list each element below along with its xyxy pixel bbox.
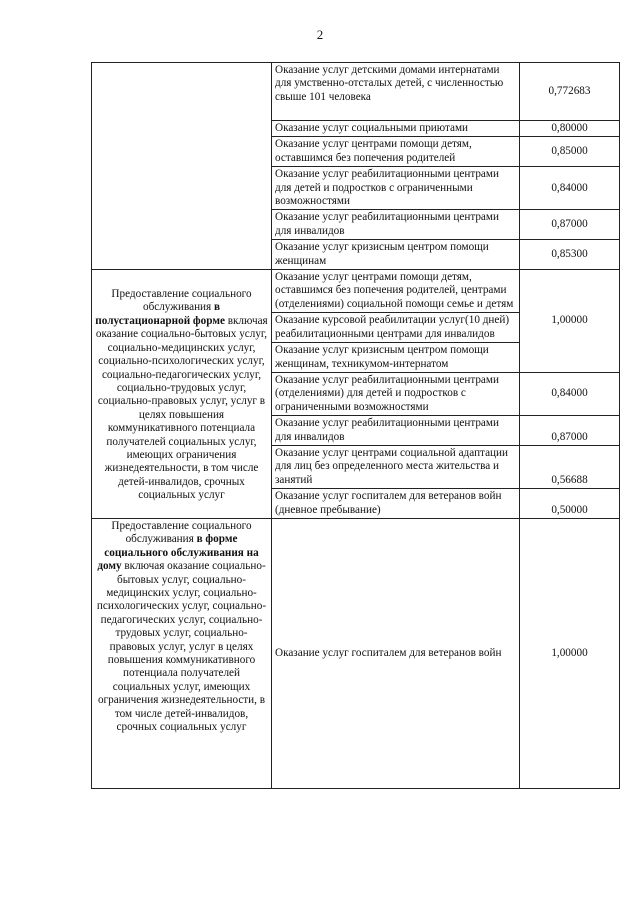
service-cell: Оказание услуг реабилитационными центрами для инвалидов: [272, 416, 520, 446]
service-cell: Оказание услуг социальными приютами: [272, 121, 520, 137]
category-text: включая оказание социально-бытовых услуг, социально-медицинских услуг, социально-психологических услуг, социально-педагогических услуг, социально-трудовых услуг, социально-правовых услуг, услуг в целях повышения коммуникативного потенциала получателей социальных услуг, имеющих ограничения жизнедеятельности, в том числе детей-инвалидов, срочных социальных услуг: [95, 314, 268, 502]
value-cell: 0,84000: [520, 167, 620, 210]
value-cell: 0,56688: [520, 445, 620, 488]
value-cell: 0,772683: [520, 63, 620, 121]
value-cell: 0,85300: [520, 240, 620, 270]
table-row: [92, 270, 620, 313]
service-cell: Оказание услуг реабилитационными центрами (отделениями) для детей и подростков с ограниченными возможностями: [272, 372, 520, 415]
coefficients-table: [91, 62, 620, 789]
service-cell: Оказание услуг кризисным центром помощи женщинам: [272, 240, 520, 270]
value-cell: 0,84000: [520, 372, 620, 415]
value-cell: 0,85000: [520, 137, 620, 167]
service-cell: Оказание услуг реабилитационными центрами для детей и подростков с ограниченными возможностями: [272, 167, 520, 210]
category-cell: [92, 518, 272, 788]
category-text: Предоставление социального обслуживания: [111, 288, 252, 314]
service-cell: Оказание услуг госпиталем для ветеранов войн: [272, 518, 520, 788]
service-cell: Оказание услуг центрами помощи детям, оставшимся без попечения родителей, центрами (отделениями) социальной помощи семье и детям: [272, 270, 520, 313]
service-cell: Оказание услуг реабилитационными центрами для инвалидов: [272, 210, 520, 240]
service-cell: Оказание услуг кризисным центром помощи женщинам, техникумом-интернатом: [272, 343, 520, 373]
table-row: [92, 63, 620, 121]
category-bold-text: в полустационарной форме: [95, 301, 225, 327]
value-cell: 1,00000: [520, 518, 620, 788]
service-cell: Оказание услуг центрами помощи детям, оставшимся без попечения родителей: [272, 137, 520, 167]
value-cell: 0,50000: [520, 489, 620, 519]
category-text: Предоставление социального обслуживания: [111, 519, 252, 546]
service-cell: Оказание услуг центрами социальной адаптации для лиц без определенного места жительства и занятий: [272, 445, 520, 488]
value-cell: 1,00000: [520, 270, 620, 373]
service-cell: Оказание услуг госпиталем для ветеранов войн (дневное пребывание): [272, 489, 520, 519]
category-text: включая оказание социально-бытовых услуг, социально-медицинских услуг, социально-психологических услуг, социально-педагогических услуг, социально-трудовых услуг, социально-правовых услуг, услуг в целях повышения коммуникативного потенциала получателей социальных услуг, имеющих ограничения жизнедеятельности, в том числе детей-инвалидов, срочных социальных услуг: [96, 560, 267, 734]
value-cell: 0,80000: [520, 121, 620, 137]
value-cell: 0,87000: [520, 416, 620, 446]
service-cell: Оказание услуг детскими домами интернатами для умственно-отсталых детей, с численностью свыше 101 человека: [272, 63, 520, 121]
page-number: 2: [316, 27, 324, 42]
table-row: [92, 518, 620, 788]
service-cell: Оказание курсовой реабилитации услуг(10 дней) реабилитационными центрами для инвалидов: [272, 313, 520, 343]
category-bold-text: в форме социального обслуживания на дому: [97, 533, 259, 573]
category-cell-empty: [92, 63, 272, 270]
category-cell: [92, 270, 272, 519]
value-cell: 0,87000: [520, 210, 620, 240]
